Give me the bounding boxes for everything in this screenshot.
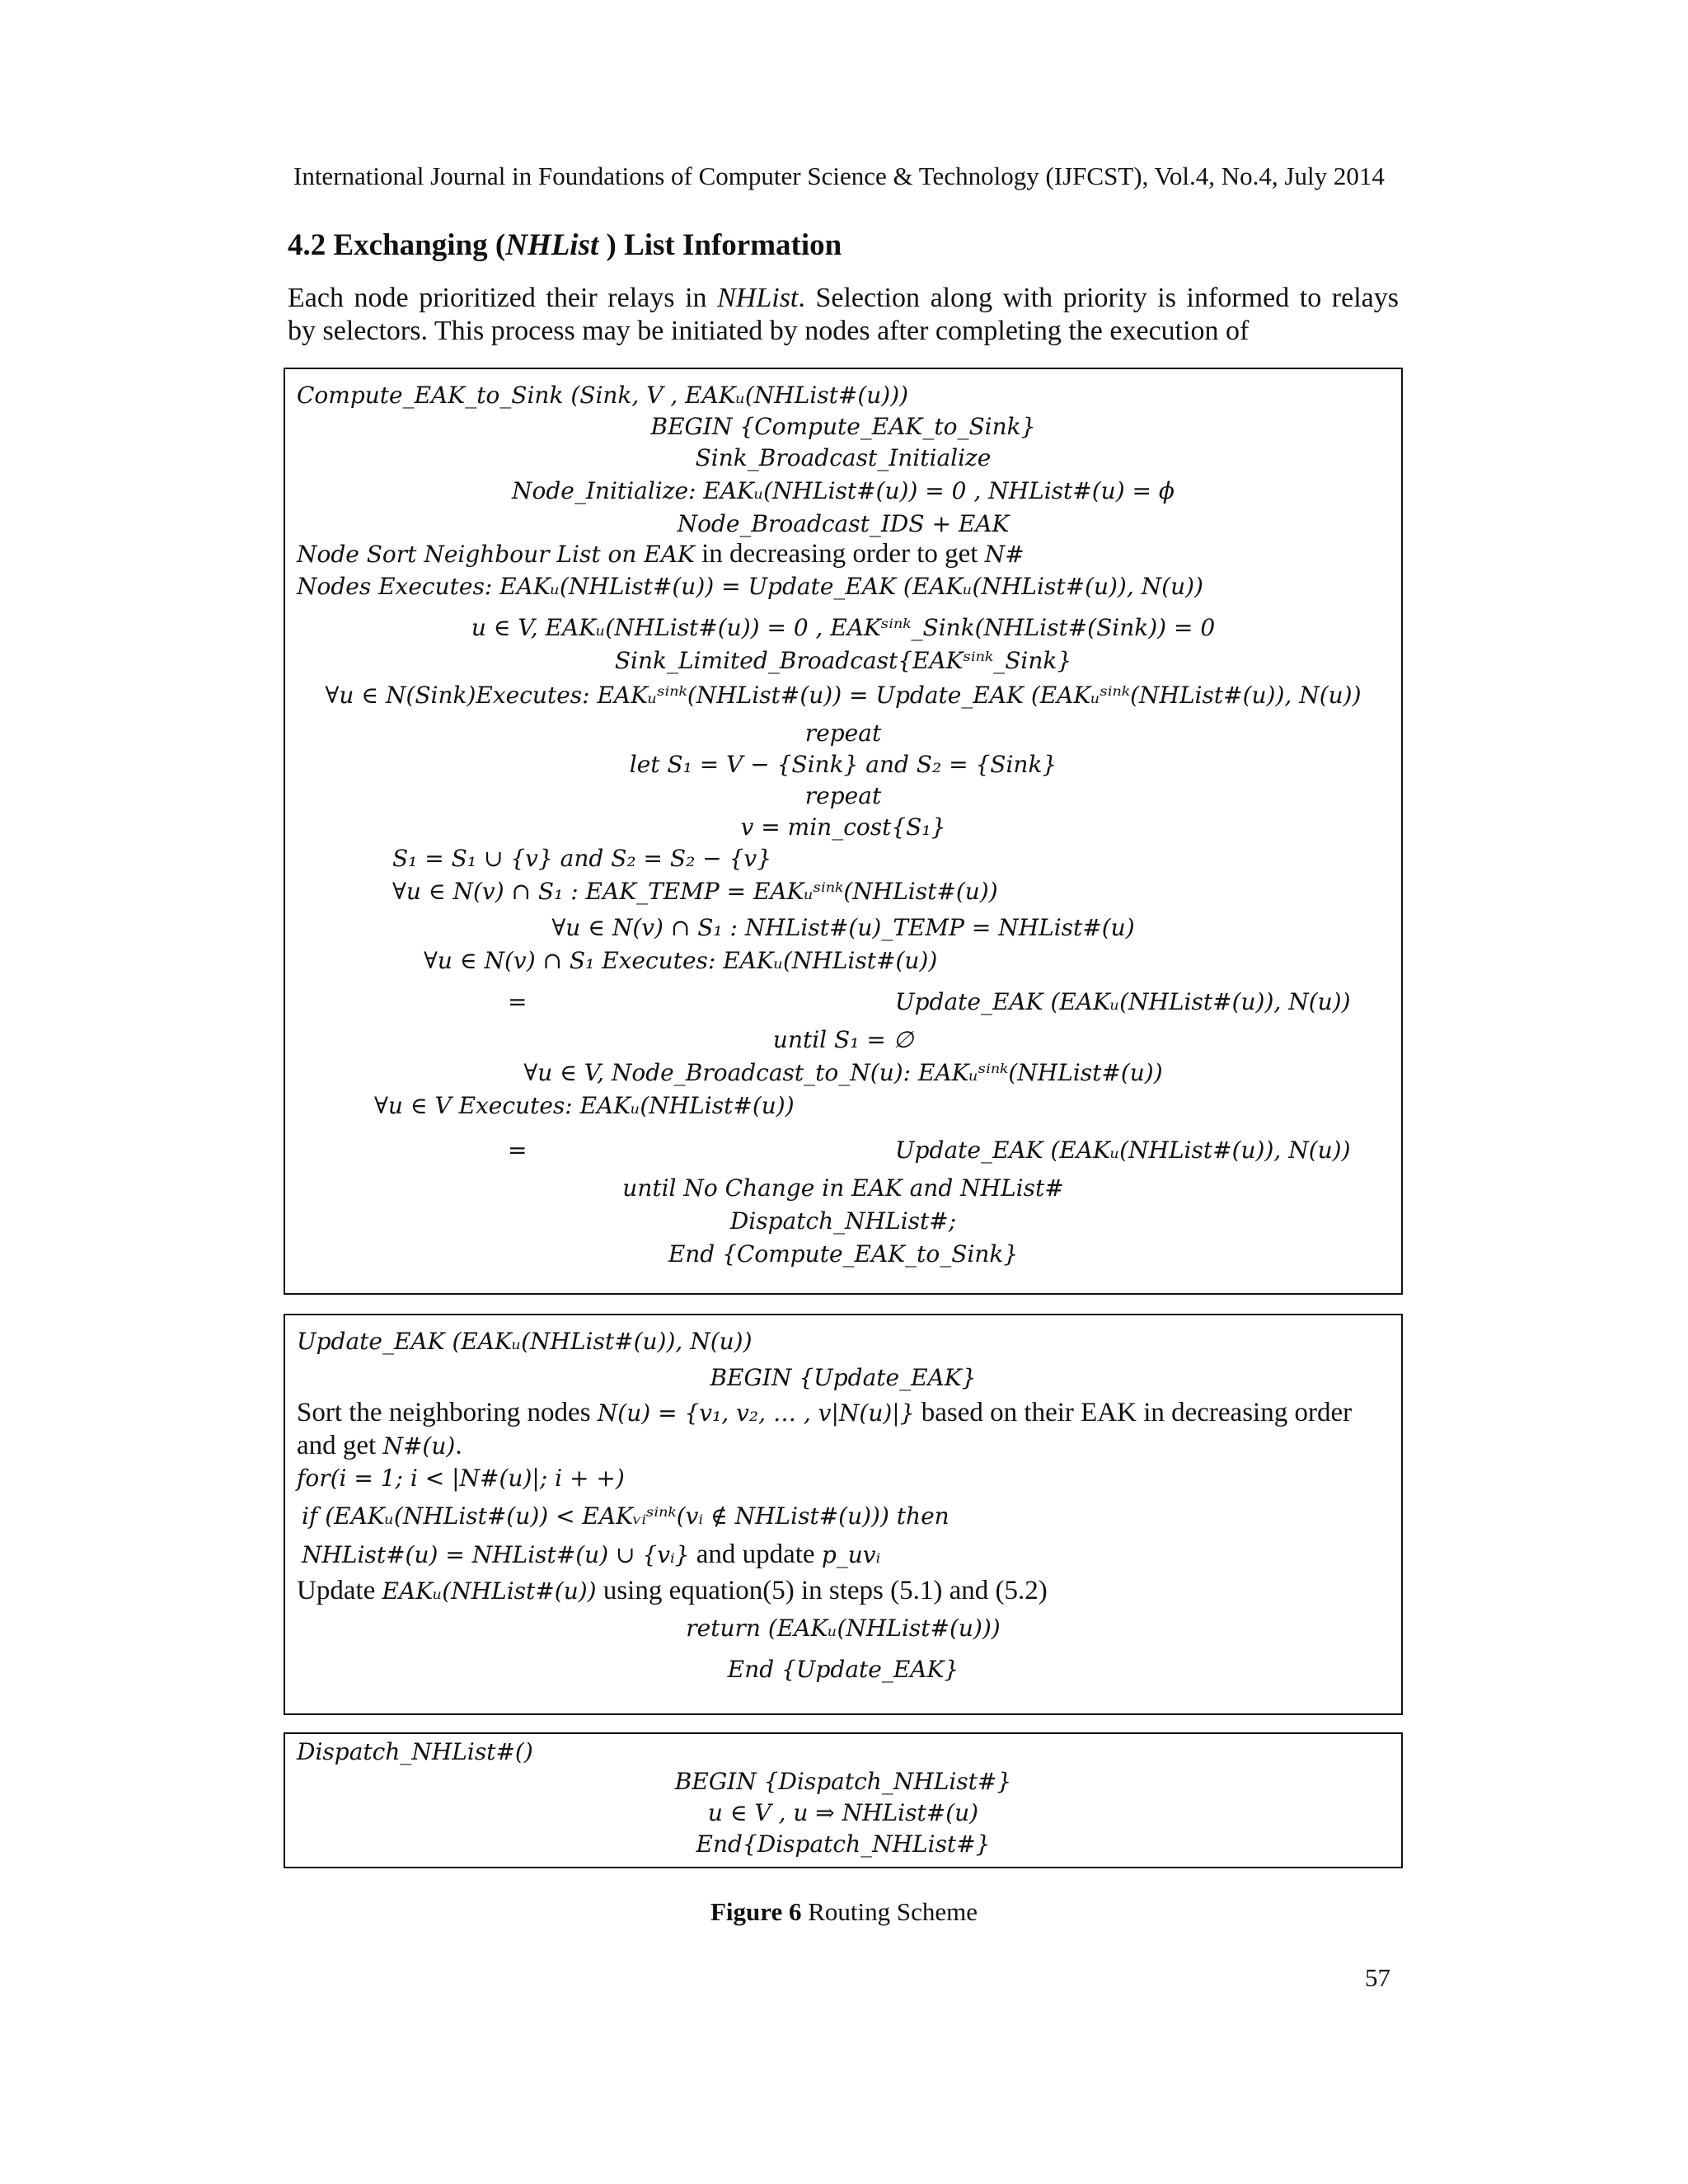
algorithm-line: [297, 1327, 753, 1357]
algorithm-line: [297, 1576, 1048, 1606]
algorithm-line: [297, 539, 1025, 569]
math-expression: Compute_EAK_to_Sink (Sink, V , EAKᵤ(NHList#(u))): [297, 382, 909, 409]
section-number: 4.2: [288, 228, 326, 262]
algorithm-line: [297, 381, 908, 410]
algorithm-text: and get: [297, 1431, 383, 1460]
algorithm-line: [302, 1540, 880, 1570]
math-expression: =: [508, 988, 528, 1015]
paragraph-line-1: [288, 282, 1399, 315]
paragraph-line-2: by selectors. This process may be initiated by nodes after completing the execution of: [288, 316, 1250, 346]
algorithm-line: [285, 476, 1401, 506]
math-expression: End {Update_EAK}: [727, 1656, 959, 1683]
math-expression: Node Sort Neighbour List on EAK: [297, 541, 695, 568]
paragraph-text: Each node prioritized their relays in: [288, 283, 718, 313]
algorithm-text: Sort the neighboring nodes: [297, 1398, 598, 1427]
math-expression: until No Change in EAK and NHList#: [622, 1174, 1064, 1202]
algorithm-line: [285, 1798, 1401, 1828]
algorithm-line: [285, 1207, 1401, 1236]
update-eak-algorithm-box: [284, 1314, 1403, 1715]
math-expression: =: [508, 1137, 528, 1164]
algorithm-text: based on their EAK in decreasing order: [914, 1398, 1353, 1427]
math-expression: until S₁ = ∅: [772, 1026, 914, 1053]
math-expression: Update_EAK (EAKᵤ(NHList#(u)), N(u)): [895, 988, 1351, 1015]
math-expression: ∀u ∈ N(v) ∩ S₁ Executes: EAKᵤ(NHList#(u)): [424, 947, 938, 974]
math-expression: ∀u ∈ N(v) ∩ S₁ : EAK_TEMP = EAKᵤˢⁱⁿᵏ(NHList#(u)): [392, 878, 998, 905]
math-expression: u ∈ V, EAKᵤ(NHList#(u)) = 0 , EAKˢⁱⁿᵏ_Sink(NHList#(Sink)) = 0: [471, 614, 1216, 641]
algorithm-line: [285, 781, 1401, 811]
algorithm-text: in decreasing order to get: [694, 539, 985, 569]
algorithm-line: [285, 813, 1401, 842]
math-expression: return (EAKᵤ(NHList#(u))): [686, 1615, 1001, 1642]
math-expression: N#: [984, 541, 1025, 568]
math-expression: repeat: [804, 719, 882, 747]
algorithm-line: [302, 1502, 950, 1531]
algorithm-line: [285, 1830, 1401, 1859]
math-expression: Node_Broadcast_IDS + EAK: [677, 510, 1010, 537]
algorithm-line: [297, 1464, 625, 1493]
math-expression: u ∈ V , u ⇒ NHList#(u): [707, 1799, 979, 1826]
algorithm-line: [285, 1025, 1401, 1055]
math-expression: ∀u ∈ V, Node_Broadcast_to_N(u): EAKᵤˢⁱⁿᵏ(NHList#(u)): [523, 1059, 1163, 1086]
math-expression: End{Dispatch_NHList#}: [696, 1830, 991, 1858]
section-title-math: NHList: [505, 228, 599, 262]
algorithm-line: [285, 1240, 1401, 1269]
math-expression: Update_EAK (EAKᵤ(NHList#(u)), N(u)): [895, 1137, 1351, 1164]
math-expression: NHList#(u) = NHList#(u) ∪ {vᵢ}: [302, 1541, 690, 1568]
math-expression: N#(u): [382, 1432, 456, 1460]
algorithm-line: [285, 646, 1401, 676]
algorithm-line: [285, 1655, 1401, 1685]
math-expression: Update_EAK (EAKᵤ(NHList#(u)), N(u)): [297, 1328, 753, 1355]
figure-label: Figure 6: [710, 1897, 802, 1926]
math-expression: N(u) = {v₁, v₂, … , v|N(u)|}: [597, 1399, 915, 1427]
math-expression: let S₁ = V − {Sink} and S₂ = {Sink}: [629, 751, 1057, 778]
algorithm-line: [285, 913, 1401, 943]
math-expression: S₁ = S₁ ∪ {v} and S₂ = S₂ − {v}: [392, 845, 772, 872]
math-expression: p_uvᵢ: [821, 1541, 881, 1568]
math-expression: Sink_Limited_Broadcast{EAKˢⁱⁿᵏ_Sink}: [614, 647, 1072, 674]
math-expression: v = min_cost{S₁}: [740, 813, 946, 841]
algorithm-line: [392, 877, 998, 907]
journal-header: International Journal in Foundations of Computer Science & Technology (IJFCST), Vol.4, No.4, July 2014: [293, 162, 1385, 190]
algorithm-line: [297, 572, 1203, 602]
algorithm-line: [285, 719, 1401, 748]
paragraph-math: NHList: [717, 283, 799, 313]
math-expression: Node_Initialize: EAKᵤ(NHList#(u)) = 0 , NHList#(u) = ϕ: [512, 477, 1175, 504]
math-expression: BEGIN {Update_EAK}: [710, 1364, 977, 1391]
math-expression: EAKᵤ(NHList#(u)): [382, 1577, 597, 1605]
section-title-pre: Exchanging (: [333, 228, 506, 262]
math-expression: BEGIN {Dispatch_NHList#}: [674, 1768, 1012, 1795]
math-expression: repeat: [804, 782, 882, 809]
algorithm-line: [285, 1614, 1401, 1643]
algorithm-text: and update: [689, 1540, 822, 1569]
math-expression: Dispatch_NHList#;: [729, 1207, 957, 1235]
algorithm-line: [285, 1363, 1401, 1393]
algorithm-line: [285, 613, 1401, 643]
intro-paragraph: [288, 282, 1399, 348]
math-expression: Sink_Broadcast_Initialize: [695, 444, 992, 471]
algorithm-text: Update: [297, 1576, 382, 1605]
math-expression: ∀u ∈ N(v) ∩ S₁ : NHList#(u)_TEMP = NHList#(u): [551, 914, 1135, 941]
figure-caption-text: Routing Scheme: [801, 1897, 978, 1926]
algorithm-line: [285, 750, 1401, 780]
algorithm-line: [424, 946, 937, 976]
math-expression: for(i = 1; i < |N#(u)|; i + +): [297, 1465, 625, 1492]
page-number: 57: [1365, 1963, 1390, 1992]
math-expression: End {Compute_EAK_to_Sink}: [668, 1240, 1019, 1268]
math-expression: if (EAKᵤ(NHList#(u)) < EAKᵥᵢˢⁱⁿᵏ(vᵢ ∉ NHList#(u))) then: [302, 1502, 950, 1530]
section-title-post: ) List Information: [598, 228, 842, 262]
math-expression: Dispatch_NHList#(): [297, 1738, 533, 1765]
figure-caption: [0, 1897, 1688, 1927]
algorithm-line: [285, 412, 1401, 442]
algorithm-text: using equation(5) in steps (5.1) and (5.2): [596, 1576, 1048, 1605]
algorithm-line: [285, 443, 1401, 473]
math-expression: Nodes Executes: EAKᵤ(NHList#(u)) = Update_EAK (EAKᵤ(NHList#(u)), N(u)): [297, 573, 1203, 600]
algorithm-line: [297, 1737, 533, 1767]
compute-eak-algorithm-box: [284, 368, 1403, 1295]
math-expression: BEGIN {Compute_EAK_to_Sink}: [650, 413, 1036, 440]
algorithm-text: .: [455, 1431, 462, 1460]
algorithm-line: [285, 509, 1401, 539]
algorithm-line: [285, 1174, 1401, 1203]
algorithm-line: [297, 1431, 462, 1461]
algorithm-line: [285, 1767, 1401, 1797]
algorithm-line: [285, 681, 1401, 710]
algorithm-line: [392, 844, 771, 874]
dispatch-nhlist-algorithm-box: [284, 1732, 1403, 1868]
math-expression: ∀u ∈ V Executes: EAKᵤ(NHList#(u)): [374, 1092, 795, 1119]
paragraph-text: . Selection along with priority is informed to relays: [798, 283, 1399, 313]
section-heading: [288, 227, 842, 263]
math-expression: ∀u ∈ N(Sink)Executes: EAKᵤˢⁱⁿᵏ(NHList#(u)) = Update_EAK (EAKᵤˢⁱⁿᵏ(NHList#(u)), N(u)): [325, 682, 1362, 709]
algorithm-line: [374, 1091, 795, 1121]
algorithm-line: [285, 1058, 1401, 1088]
algorithm-line: [297, 1398, 1352, 1428]
